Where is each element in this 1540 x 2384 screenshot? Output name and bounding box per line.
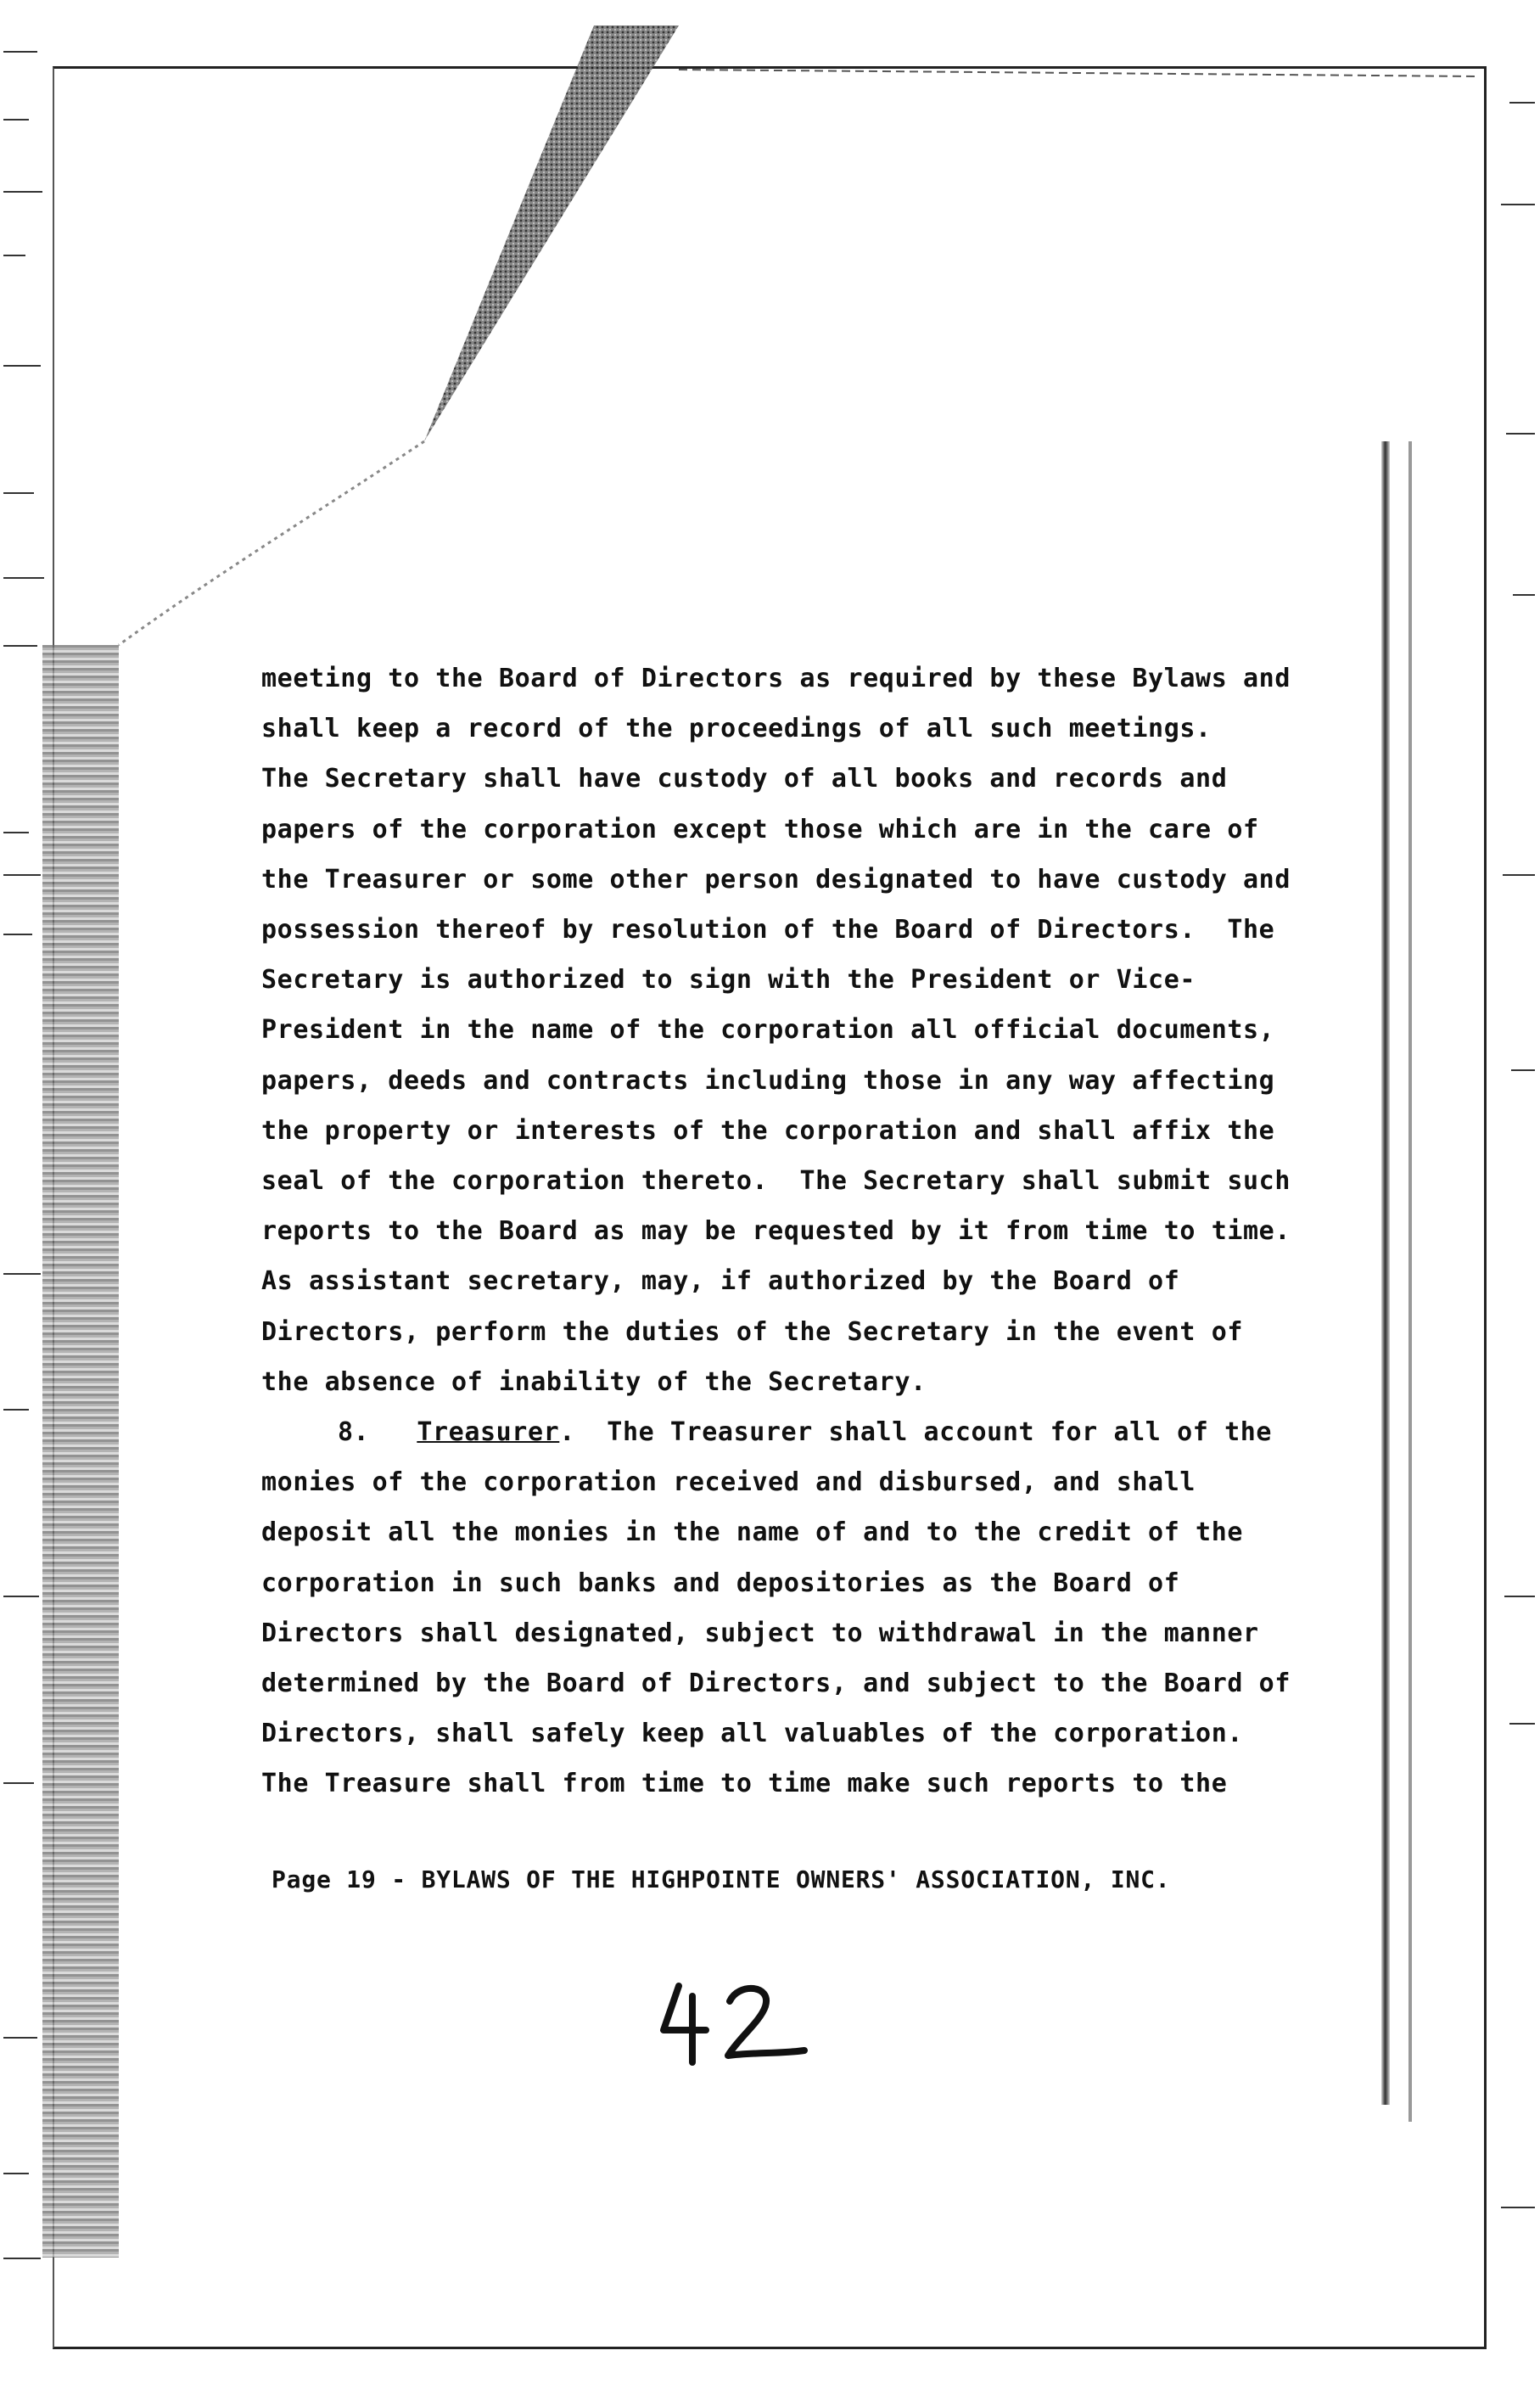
section-first-line: . The Treasurer shall account for all of the bbox=[559, 1417, 1273, 1448]
binding-shadow bbox=[42, 645, 119, 2258]
text-line: reports to the Board as may be requested by it from time to time. bbox=[261, 1216, 1291, 1247]
right-edge-shadow bbox=[1381, 441, 1390, 2105]
text-line: corporation in such banks and depositories as the Board of bbox=[261, 1568, 1180, 1598]
text-line: As assistant secretary, may, if authorized by the Board of bbox=[261, 1266, 1180, 1297]
text-line: Secretary is authorized to sign with the President or Vice- bbox=[261, 965, 1196, 996]
text-line: determined by the Board of Directors, and subject to the Board of bbox=[261, 1669, 1291, 1699]
text-line: The Treasure shall from time to time make such reports to the bbox=[261, 1769, 1228, 1799]
text-line: President in the name of the corporation all official documents, bbox=[261, 1015, 1275, 1046]
right-edge-line bbox=[1408, 441, 1412, 2122]
text-line: The Secretary shall have custody of all books and records and bbox=[261, 764, 1228, 794]
text-line: deposit all the monies in the name of and to the credit of the bbox=[261, 1517, 1244, 1548]
text-line: papers, deeds and contracts including those in any way affecting bbox=[261, 1065, 1275, 1096]
text-line: the property or interests of the corporation and shall affix the bbox=[261, 1115, 1275, 1146]
text-line: meeting to the Board of Directors as required by these Bylaws and bbox=[261, 664, 1291, 693]
section-number: 8. bbox=[338, 1417, 370, 1448]
text-line: Directors, perform the duties of the Secretary in the event of bbox=[261, 1316, 1244, 1347]
text-line: the absence of inability of the Secretary. bbox=[261, 1366, 927, 1397]
text-line: Directors, shall safely keep all valuables of the corporation. bbox=[261, 1719, 1244, 1749]
text-line: possession thereof by resolution of the Board of Directors. The bbox=[261, 915, 1275, 945]
text-line: monies of the corporation received and disbursed, and shall bbox=[261, 1467, 1196, 1498]
right-scan-margin bbox=[1487, 0, 1540, 2384]
handwritten-page-number bbox=[653, 1977, 815, 2071]
page-footer: Page 19 - BYLAWS OF THE HIGHPOINTE OWNERS' ASSOCIATION, INC. bbox=[272, 1865, 1171, 1893]
text-line: papers of the corporation except those which are in the care of bbox=[261, 814, 1259, 844]
section-heading: Treasurer bbox=[417, 1417, 560, 1448]
text-line: the Treasurer or some other person designated to have custody and bbox=[261, 864, 1291, 895]
text-line: Directors shall designated, subject to withdrawal in the manner bbox=[261, 1618, 1259, 1648]
text-line: shall keep a record of the proceedings of all such meetings. bbox=[261, 714, 1212, 744]
document-body bbox=[261, 653, 1291, 1809]
text-line: seal of the corporation thereto. The Secretary shall submit such bbox=[261, 1166, 1291, 1197]
section-heading-line bbox=[261, 1407, 1273, 1457]
